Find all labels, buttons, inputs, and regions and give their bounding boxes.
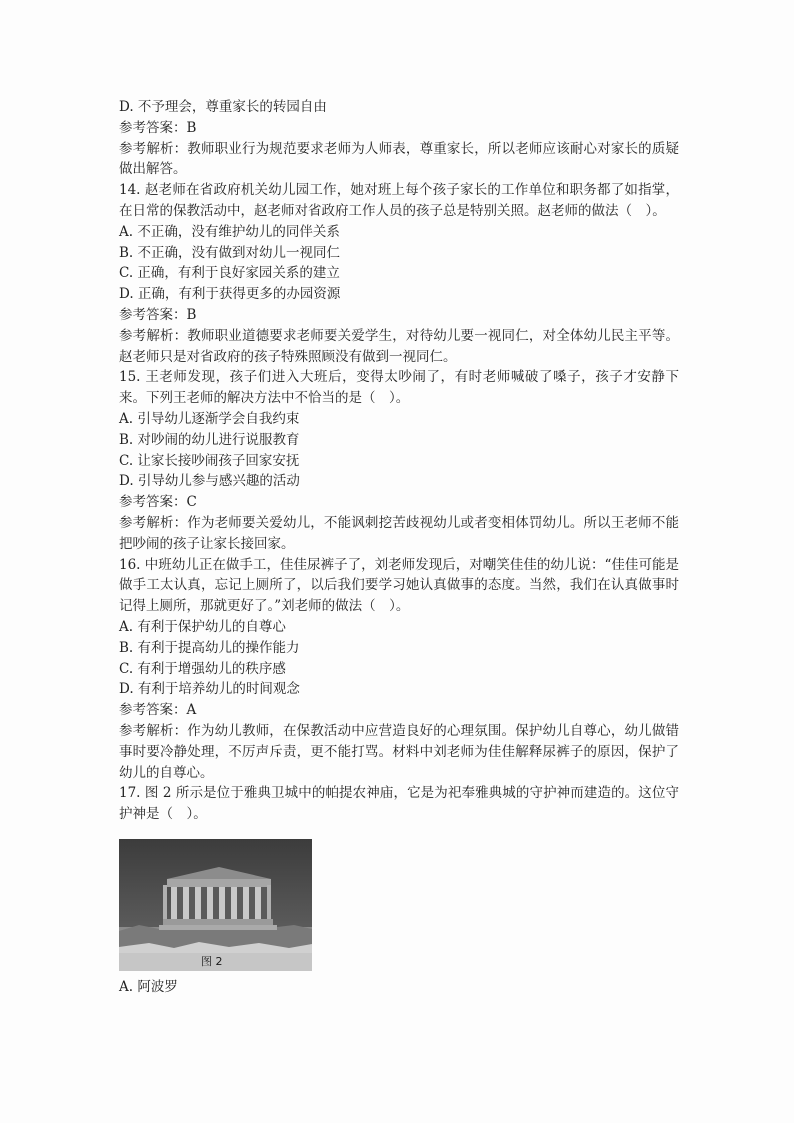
option-d-14: D. 正确，有利于获得更多的办园资源 xyxy=(119,286,341,303)
figure-caption: 图 2 xyxy=(201,954,223,968)
option-a-16: A. 有利于保护幼儿的自尊心 xyxy=(119,618,286,635)
option-c-16: C. 有利于增强幼儿的秩序感 xyxy=(119,660,286,677)
answer-14: 参考答案：B xyxy=(119,306,197,323)
option-b-14: B. 不正确，没有做到对幼儿一视同仁 xyxy=(119,244,341,261)
option-a-14: A. 不正确，没有维护幼儿的同伴关系 xyxy=(119,223,340,240)
option-a-15: A. 引导幼儿逐渐学会自我约束 xyxy=(119,410,300,427)
option-c-15: C. 让家长接吵闹孩子回家安抚 xyxy=(119,452,300,469)
option-d-13: D. 不予理会，尊重家长的转园自由 xyxy=(119,99,327,115)
question-15: 15. 王老师发现，孩子们进入大班后，变得太吵闹了，有时老师喊破了嗓子，孩子才安静下来。下列王老师的解决方法中不恰当的是（ ）。 xyxy=(119,369,679,407)
option-b-15: B. 对吵闹的幼儿进行说服教育 xyxy=(119,431,300,448)
option-d-15: D. 引导幼儿参与感兴趣的活动 xyxy=(119,473,300,490)
option-d-16: D. 有利于培养幼儿的时间观念 xyxy=(119,681,300,698)
answer-16: 参考答案：A xyxy=(119,702,197,719)
explanation-15: 参考解析：作为老师要关爱幼儿，不能讽刺挖苦歧视幼儿或者变相体罚幼儿。所以王老师不能把吵闹的孩子让家长接回家。 xyxy=(119,514,679,552)
answer-15: 参考答案：C xyxy=(119,494,197,511)
option-c-14: C. 正确，有利于良好家园关系的建立 xyxy=(119,265,340,282)
figure-parthenon xyxy=(119,839,312,971)
question-14: 14. 赵老师在省政府机关幼儿园工作，她对班上每个孩子家长的工作单位和职务都了如指掌，在日常的保教活动中，赵老师对省政府工作人员的孩子总是特别关照。赵老师的做法（ ）。 xyxy=(119,182,679,219)
document-content xyxy=(119,97,679,998)
explanation-16: 参考解析：作为幼儿教师，在保教活动中应营造良好的心理氛围。保护幼儿自尊心，幼儿做错事时要冷静处理，不厉声斥责，更不能打骂。材料中刘老师为佳佳解释尿裤子的原因，保护了幼儿的自尊心。 xyxy=(119,722,679,781)
explanation-14: 参考解析：教师职业道德要求老师要关爱学生，对待幼儿要一视同仁，对全体幼儿民主平等。赵老师只是对省政府的孩子特殊照顾没有做到一视同仁。 xyxy=(119,327,679,365)
question-16: 16. 中班幼儿正在做手工，佳佳尿裤子了，刘老师发现后，对嘲笑佳佳的幼儿说：“佳佳可能是做手工太认真，忘记上厕所了，以后我们要学习她认真做事的态度。当然，我们在认真做事时记得上厕所，那就更好了。”刘老师的做法（ ）。 xyxy=(119,556,679,615)
answer-13: 参考答案：B xyxy=(119,119,197,136)
option-a-17: A. 阿波罗 xyxy=(119,978,178,995)
explanation-13: 参考解析：教师职业行为规范要求老师为人师表，尊重家长，所以老师应该耐心对家长的质疑做出解答。 xyxy=(119,140,679,178)
option-b-16: B. 有利于提高幼儿的操作能力 xyxy=(119,639,300,656)
question-17: 17. 图 2 所示是位于雅典卫城中的帕提农神庙，它是为祀奉雅典城的守护神而建造的。这位守护神是（ ）。 xyxy=(119,785,679,823)
